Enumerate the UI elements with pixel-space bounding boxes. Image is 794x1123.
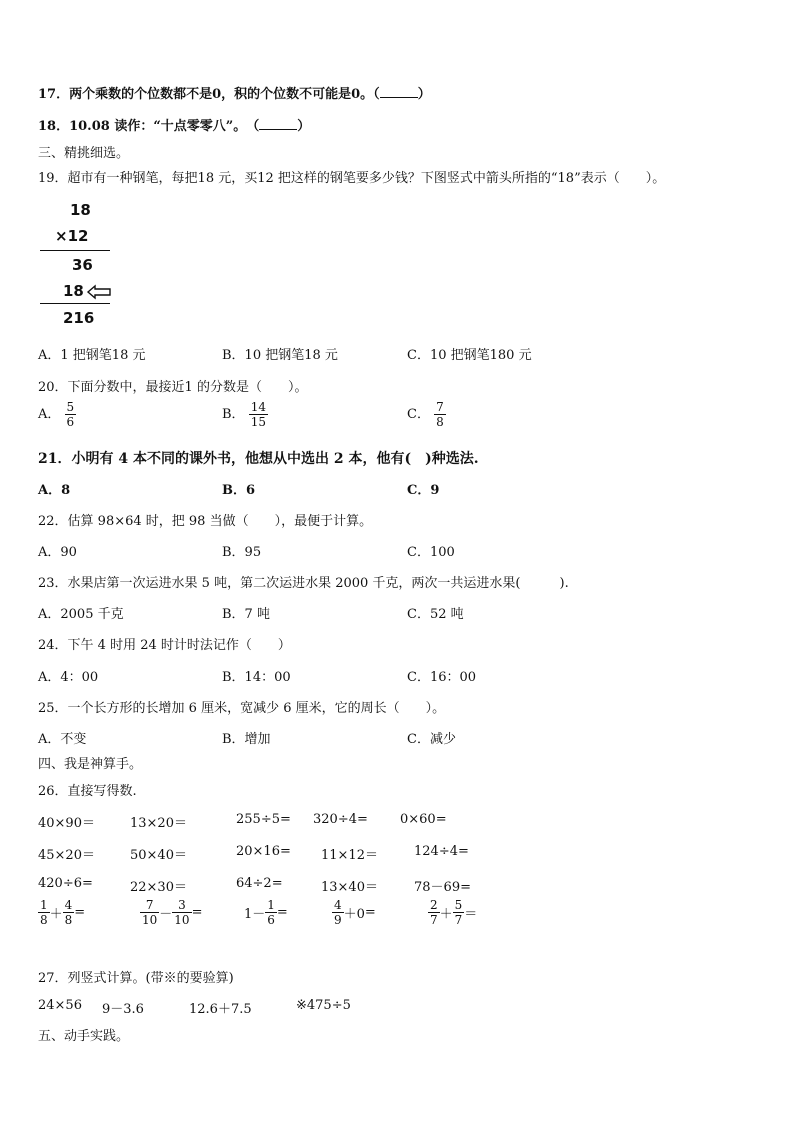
option-b[interactable]: B．7 吨 — [222, 607, 270, 622]
calc-item: 24×56 — [38, 998, 82, 1013]
question-26-text: 26．直接写得数. — [38, 784, 137, 799]
fraction: $\frac{5}{6}$ — [66, 400, 75, 429]
section-5-heading: 五、动手实践。 — [38, 1029, 130, 1044]
calc-item: 13×40＝ — [321, 880, 378, 895]
calc-item: 0×60= — [400, 812, 447, 827]
option-b[interactable]: B．10 把钢笔18 元 — [222, 348, 338, 363]
calc-item: 1－ $\frac{1}{6}$ = — [244, 898, 288, 927]
calc-item: 320÷4= — [313, 812, 368, 827]
option-b[interactable]: B．14：00 — [222, 670, 291, 685]
calc-item: $\frac{2}{7}$ ＋ $\frac{5}{7}$ ＝ — [430, 898, 478, 927]
calc-item: 20×16= — [236, 844, 291, 859]
calc-item: 124÷4= — [414, 844, 469, 859]
option-a[interactable]: A．1 把钢笔18 元 — [38, 348, 146, 363]
divider — [40, 250, 110, 251]
option-c[interactable]: C． $\frac{7}{8}$ — [407, 400, 444, 429]
fraction: $\frac{14}{15}$ — [250, 400, 266, 429]
vertical-row-2: 18 — [63, 282, 84, 300]
vertical-row-1: 36 — [72, 256, 93, 274]
option-c[interactable]: C．52 吨 — [407, 607, 464, 622]
calc-item: $\frac{7}{10}$ － $\frac{3}{10}$ = — [142, 898, 203, 927]
question-23-text: 23．水果店第一次运进水果 5 吨，第二次运进水果 2000 千克，两次一共运进水果( ). — [38, 576, 569, 591]
answer-blank[interactable] — [380, 86, 418, 98]
question-25-text: 25．一个长方形的长增加 6 厘米，宽减少 6 厘米，它的周长（ ）。 — [38, 701, 446, 716]
option-a[interactable]: A． $\frac{5}{6}$ — [38, 400, 75, 429]
calc-item: 420÷6= — [38, 876, 93, 891]
option-b[interactable]: B．95 — [222, 545, 262, 560]
question-27-text: 27．列竖式计算。(带※的要验算) — [38, 971, 234, 986]
option-b[interactable]: B．6 — [222, 483, 256, 498]
vertical-top: 18 — [70, 201, 91, 219]
fraction: $\frac{7}{8}$ — [436, 400, 444, 429]
question-24-text: 24．下午 4 时用 24 时计时法记作（ ） — [38, 638, 291, 653]
option-a[interactable]: A．8 — [38, 483, 71, 498]
calc-item: 78－69= — [414, 880, 471, 895]
calc-item: 13×20＝ — [130, 816, 187, 831]
option-a[interactable]: A．90 — [38, 545, 77, 560]
option-c[interactable]: C．9 — [407, 483, 440, 498]
section-4-heading: 四、我是神算手。 — [38, 757, 143, 772]
answer-blank[interactable] — [259, 118, 297, 130]
question-17: 17．两个乘数的个位数都不是0，积的个位数不可能是0。（ ） — [38, 87, 431, 102]
question-20-text: 20．下面分数中，最接近1 的分数是（ ）。 — [38, 380, 308, 395]
question-22-text: 22．估算 98×64 时，把 98 当做（ ），最便于计算。 — [38, 514, 373, 529]
calc-item: 22×30＝ — [130, 880, 187, 895]
calc-item: 11×12＝ — [321, 848, 378, 863]
left-arrow-icon — [86, 284, 112, 300]
question-18-text: 18．10.08 读作：“十点零零八”。 （ — [38, 119, 260, 134]
calc-item: 255÷5= — [236, 812, 291, 827]
option-c[interactable]: C．100 — [407, 545, 455, 560]
option-b[interactable]: B．增加 — [222, 732, 271, 747]
divider — [40, 303, 110, 304]
calc-item: $\frac{1}{8}$ ＋ $\frac{4}{8}$ = — [40, 898, 86, 927]
option-a[interactable]: A．不变 — [38, 732, 87, 747]
calc-item: 50×40＝ — [130, 848, 187, 863]
question-17-text: 17．两个乘数的个位数都不是0，积的个位数不可能是0。（ — [38, 87, 380, 102]
calc-item: 40×90＝ — [38, 816, 95, 831]
calc-item: 45×20＝ — [38, 848, 95, 863]
vertical-result: 216 — [63, 309, 95, 327]
section-3-heading: 三、精挑细选。 — [38, 146, 130, 161]
question-19-text: 19．超市有一种钢笔，每把18 元，买12 把这样的钢笔要多少钱？下图竖式中箭头所指的“18”表示（ ）。 — [38, 171, 666, 186]
option-b[interactable]: B． $\frac{14}{15}$ — [222, 400, 266, 429]
calc-item: 9－3.6 — [102, 1002, 144, 1017]
question-18: 18．10.08 读作：“十点零零八”。 （ ） — [38, 119, 311, 134]
question-21-text: 21．小明有 4 本不同的课外书，他想从中选出 2 本，他有( )种选法. — [38, 451, 479, 467]
calc-item: ※475÷5 — [296, 998, 351, 1013]
option-c[interactable]: C．16：00 — [407, 670, 477, 685]
option-c[interactable]: C．减少 — [407, 732, 456, 747]
option-c[interactable]: C．10 把钢笔180 元 — [407, 348, 532, 363]
vertical-multiplier: ×12 — [55, 227, 89, 245]
calc-item: 12.6＋7.5 — [189, 1002, 252, 1017]
calc-item: $\frac{4}{9}$ ＋0 = — [334, 898, 376, 927]
option-a[interactable]: A．4：00 — [38, 670, 99, 685]
calc-item: 64÷2= — [236, 876, 283, 891]
option-a[interactable]: A．2005 千克 — [38, 607, 124, 622]
